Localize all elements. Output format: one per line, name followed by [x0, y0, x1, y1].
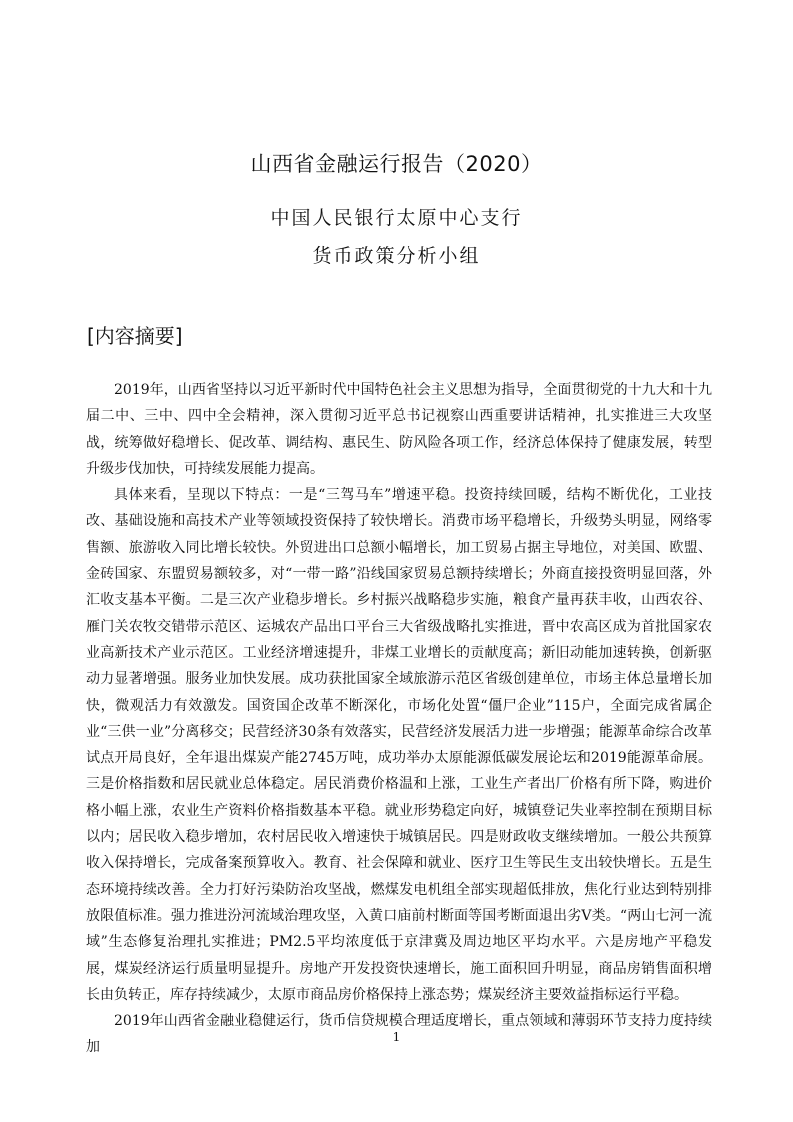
page-number: 1 — [392, 1030, 401, 1044]
paragraph-intro: 2019年，山西省坚持以习近平新时代中国特色社会主义思想为指导，全面贯彻党的十九大和十九届二中、三中、四中全会精神，深入贯彻习近平总书记视察山西重要讲话精神，扎实推进三大攻坚战，统筹做好稳增长、促改革、调结构、惠民生、防风险各项工作，经济总体保持了健康发展，转型升级步伐加快，可持续发展能力提高。 — [86, 382, 712, 477]
paragraph-features: 具体来看，呈现以下特点：一是“三驾马车”增速平稳。投资持续回暖，结构不断优化，工业技改、基础设施和高技术产业等领域投资保持了较快增长。消费市场平稳增长，升级势头明显，网络零售额、旅游收入同比增长较快。外贸进出口总额小幅增长，加工贸易占据主导地位，对美国、欧盟、金砖国家、东盟贸易额较多，对“一带一路”沿线国家贸易总额持续增长；外商直接投资明显回落，外汇收支基本平衡。二是三次产业稳步增长。乡村振兴战略稳步实施，粮食产量再获丰收，山西农谷、雁门关农牧交错带示范区、运城农产品出口平台三大省级战略扎实推进，晋中农高区成为首批国家农业高新技术产业示范区。工业经济增速提升，非煤工业增长的贡献度高；新旧动能加速转换，创新驱动力显著增强。服务业加快发展。成功获批国家全域旅游示范区省级创建单位，市场主体总量增长加快，微观活力有效激发。国资国企改革不断深化，市场化处置“僵尸企业”115户，全面完成省属企业“三供一业”分离移交；民营经济30条有效落实，民营经济发展活力进一步增强；能源革命综合改革试点开局良好，全年退出煤炭产能2745万吨，成功举办太原能源低碳发展论坛和2019能源革命展。三是价格指数和居民就业总体稳定。居民消费价格温和上涨，工业生产者出厂价格有所下降，购进价格小幅上涨，农业生产资料价格指数基本平稳。就业形势稳定向好，城镇登记失业率控制在预期目标以内；居民收入稳步增加，农村居民收入增速快于城镇居民。四是财政收支继续增加。一般公共预算收入保持增长，完成备案预算收入。教育、社会保障和就业、医疗卫生等民生支出较快增长。五是生态环境持续改善。全力打好污染防治攻坚战，燃煤发电机组全部实现超低排放，焦化行业达到特别排放限值标准。强力推进汾河流域治理攻坚，入黄口庙前村断面等国考断面退出劣V类。“两山七河一流域”生态修复治理扎实推进；PM2.5平均浓度低于京津冀及周边地区平均水平。六是房地产平稳发展，煤炭经济运行质量明显提升。房地产开发投资快速增长，施工面积回升明显，商品房销售面积增长由负转正，库存持续减少，太原市商品房价格保持上涨态势；煤炭经济主要效益指标运行平稳。 — [86, 487, 712, 1003]
report-title: 山西省金融运行报告（2020） — [250, 152, 543, 176]
author-group: 货币政策分析小组 — [312, 245, 481, 267]
section-heading-abstract: [内容摘要] — [87, 324, 183, 348]
abstract-body — [86, 377, 712, 1061]
author-organization: 中国人民银行太原中心支行 — [270, 207, 523, 229]
paragraph-finance: 2019年山西省金融业稳健运行，货币信贷规模合理适度增长，重点领域和薄弱环节支持力度持续加 — [86, 1013, 712, 1056]
